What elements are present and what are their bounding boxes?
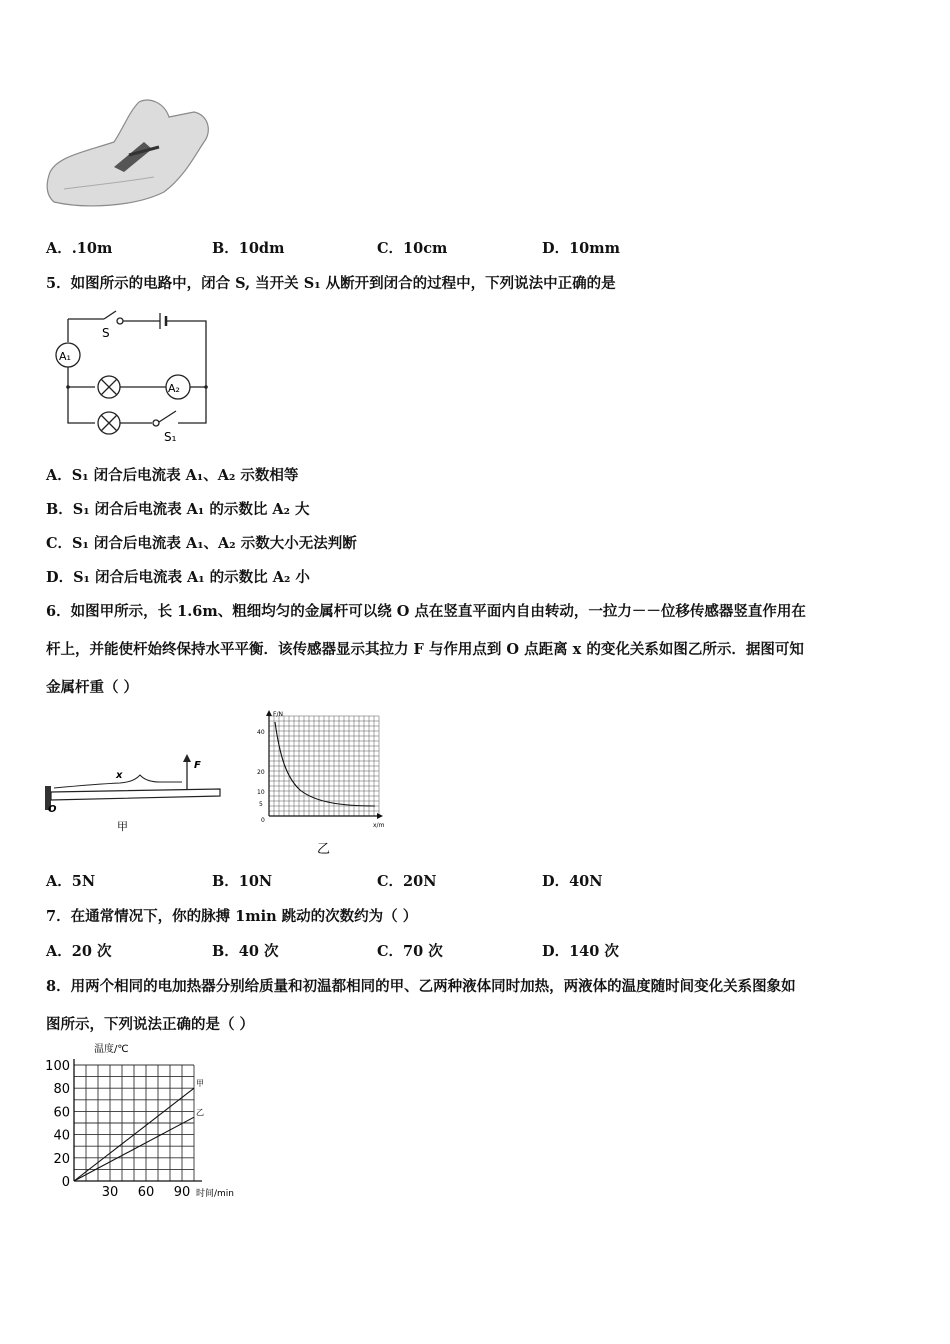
switch-s1-label: S₁: [164, 430, 177, 444]
series-label: 甲: [196, 1079, 204, 1089]
circuit-diagram: [52, 305, 212, 445]
q6-option-d[interactable]: D．40N: [542, 873, 603, 890]
q6-stem-line1: 6．如图甲所示，长 1.6m、粗细均匀的金属杆可以绕 O 点在竖直平面内自由转动，一拉力－－位移传感器竖直作用在: [46, 603, 806, 620]
y-tick-label: 60: [53, 1105, 70, 1121]
fig-yi-ytick: 5: [259, 801, 263, 808]
fig-yi-caption: 乙: [317, 842, 331, 857]
ammeter-a2-label: A₂: [168, 382, 180, 395]
q8-stem-line1: 8．用两个相同的电加热器分别给质量和初温都相同的甲、乙两种液体同时加热，两液体的温度随时间变化关系图象如: [46, 978, 796, 995]
fig-yi-ytick: 10: [257, 789, 265, 796]
y-tick-label: 100: [45, 1059, 70, 1074]
q6-option-b[interactable]: B．10N: [212, 873, 273, 890]
y-tick-label: 20: [53, 1151, 70, 1167]
temperature-time-chart: [40, 1040, 250, 1200]
q5-option-c[interactable]: C．S₁ 闭合后电流表 A₁、A₂ 示数大小无法判断: [46, 535, 357, 552]
q5-option-a[interactable]: A．S₁ 闭合后电流表 A₁、A₂ 示数相等: [46, 467, 299, 484]
x-axis-label: 时间/min: [196, 1189, 235, 1199]
fig-yi-ylabel: F/N: [273, 711, 283, 718]
q4-option-c[interactable]: C．10cm: [377, 240, 448, 257]
fig-jia-f-label: F: [194, 760, 201, 771]
fig-jia-caption: 甲: [117, 820, 128, 833]
switch-s-label: S: [102, 326, 110, 340]
lever-figure: [42, 740, 227, 835]
force-distance-graph: [255, 708, 395, 858]
x-tick-label: 30: [101, 1185, 119, 1200]
fig-jia-o-label: O: [48, 804, 57, 815]
fig-yi-ytick: 40: [257, 729, 265, 736]
q6-option-a[interactable]: A．5N: [46, 873, 96, 890]
q6-stem-line3: 金属杆重（ ）: [46, 679, 139, 696]
y-tick-label: 0: [61, 1175, 70, 1190]
q7-option-c[interactable]: C．70 次: [377, 943, 443, 960]
series-label: 乙: [196, 1108, 204, 1118]
y-tick-label: 40: [53, 1128, 70, 1144]
fig-yi-ytick: 20: [257, 769, 265, 776]
ammeter-a1-label: A₁: [59, 350, 71, 363]
fig-yi-ytick: 0: [261, 817, 265, 824]
x-tick-label: 90: [173, 1185, 191, 1200]
q5-option-d[interactable]: D．S₁ 闭合后电流表 A₁ 的示数比 A₂ 小: [46, 569, 310, 586]
q6-option-c[interactable]: C．20N: [377, 873, 437, 890]
q7-stem: 7．在通常情况下，你的脉搏 1min 跳动的次数约为（ ）: [46, 908, 418, 925]
q7-option-a[interactable]: A．20 次: [46, 943, 112, 960]
y-axis-label: 温度/℃: [94, 1044, 129, 1055]
q8-stem-line2: 图所示，下列说法正确的是（ ）: [46, 1016, 255, 1033]
q4-option-a[interactable]: A．.10m: [46, 240, 113, 257]
y-tick-label: 80: [53, 1082, 70, 1098]
x-tick-label: 60: [137, 1185, 155, 1200]
q7-option-d[interactable]: D．140 次: [542, 943, 619, 960]
fig-yi-xlabel: x/m: [373, 822, 385, 829]
fig-jia-x-label: x: [116, 770, 123, 781]
q5-stem: 5．如图所示的电路中，闭合 S, 当开关 S₁ 从断开到闭合的过程中，下列说法中正确的是: [46, 275, 616, 292]
q4-option-b[interactable]: B．10dm: [212, 240, 285, 257]
hand-figure: [44, 97, 214, 212]
q6-stem-line2: 杆上，并能使杆始终保持水平平衡．该传感器显示其拉力 F 与作用点到 O 点距离 x 的变化关系如图乙所示．据图可知: [46, 641, 804, 658]
q7-option-b[interactable]: B．40 次: [212, 943, 279, 960]
q5-option-b[interactable]: B．S₁ 闭合后电流表 A₁ 的示数比 A₂ 大: [46, 501, 310, 518]
q4-option-d[interactable]: D．10mm: [542, 240, 620, 257]
